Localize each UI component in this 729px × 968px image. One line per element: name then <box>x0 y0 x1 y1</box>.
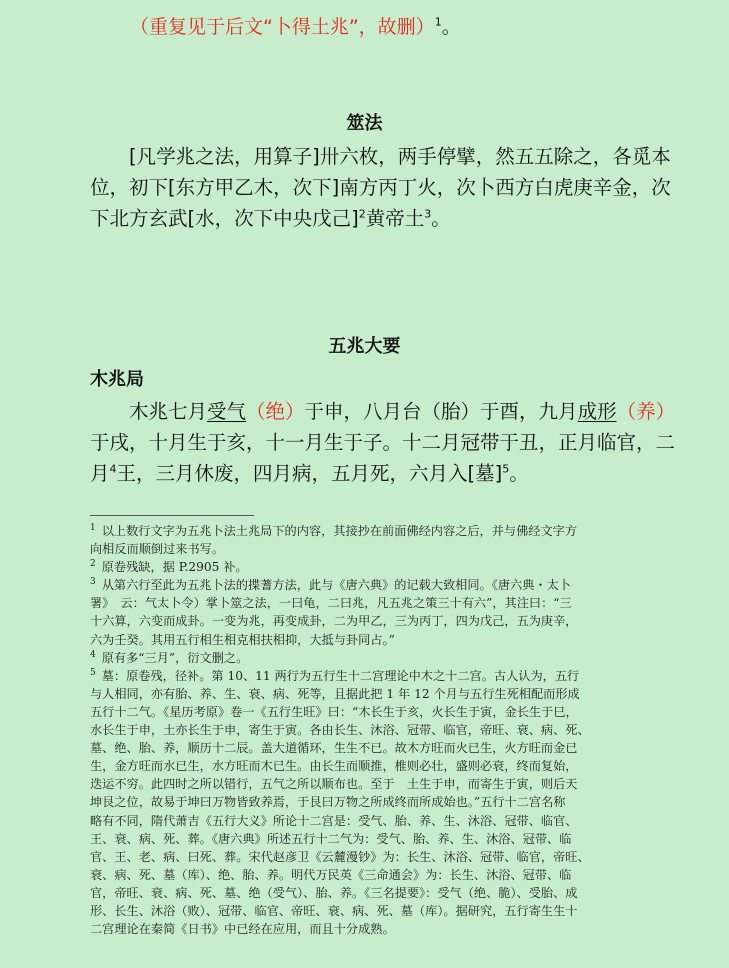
body-line: 于戌，十月生于亥，十一月生于子。十二月冠带于丑，正月临官，二 <box>90 431 676 454</box>
footnote-line: 二宫理论在秦简《日书》中已经在应用，而且十分成熟。 <box>90 922 395 937</box>
red-annotation: （养） <box>616 400 676 423</box>
footnote-line: 官、王、老、病、曰死、葬。宋代赵彦卫《云麓漫钞》为：长生、沐浴、冠带、临官，帝旺、 <box>90 849 590 864</box>
footnote-line: 生，金方旺而水已生，水方旺而木已生。由长生而顺推，椎则必壮，盛则必衰，终而复始， <box>90 759 578 774</box>
footnote-line: 迭运不穷。此四时之所以错行，五气之所以顺布也。至于 土生于申，而寄生于寅，则后天 <box>90 777 578 792</box>
footnote-4 <box>90 649 650 667</box>
section-heading-shifa: 筮法 <box>346 113 383 134</box>
underlined-term: 成形 <box>577 400 617 423</box>
top-note <box>130 12 461 42</box>
body-line: [凡学兆之法，用算子]卅六枚，两手停擘，然五五除之，各觅本 <box>129 145 671 168</box>
body-text: 月 <box>90 462 110 485</box>
footnote-text: 原有多“三月”，衍文删之。 <box>101 650 249 665</box>
footnote-ref-4[interactable]: 4 <box>109 462 117 476</box>
footnote-text: 墓：原卷残，径补。第 10、11 两行为五行生十二宫理论中木之十二宫。古人认为，五行 <box>101 668 580 683</box>
footnote-number: 3 <box>90 577 96 588</box>
footnote-ref-1[interactable]: 1 <box>434 15 442 29</box>
footnote-line: 水长生于申，土亦长生于申，寄生于寅。各由长生、沐浴、冠带、临官，帝旺、衰、病、死、 <box>90 723 590 738</box>
red-annotation: （绝） <box>246 400 305 423</box>
footnote-line <box>90 558 650 576</box>
footnote-line: 署》 云：气太卜令）掌卜筮之法，一曰龟，二曰兆，凡五兆之策三十有六”，其注曰：“三 <box>90 596 572 611</box>
body-text: 。 <box>509 462 529 485</box>
body-line <box>90 396 676 427</box>
body-text: 木兆七月 <box>129 400 208 423</box>
footnote-number: 1 <box>90 522 96 533</box>
body-line <box>90 203 650 234</box>
footnote-line: 略有不同，隋代萧吉《五行大义》所论十二宫是：受气、胎、养、生、沐浴、冠带、临官、 <box>90 813 578 828</box>
footnote-line <box>90 667 650 685</box>
section-body-muzhao <box>90 396 676 489</box>
footnote-line <box>90 649 650 667</box>
body-text: 。 <box>431 207 451 230</box>
footnote-text: 以上数行文字为五兆卜法土兆局下的内容，其接抄在前面佛经内容之后，并与佛经文字方 <box>101 524 578 538</box>
footnotes <box>90 522 650 938</box>
footnote-number: 5 <box>90 667 96 678</box>
footnote-line: 王、衰、病、死、葬。《唐六典》所述五行十二气为：受气、胎、养、生、沐浴、冠带、临 <box>90 831 572 846</box>
footnote-number: 4 <box>90 649 96 660</box>
footnote-line: 六为壬癸。其用五行相生相克相扶相抑，大抵与卦同占。” <box>90 632 395 647</box>
footnote-5 <box>90 667 650 938</box>
section-heading-wuzhao: 五兆大要 <box>328 336 401 357</box>
footnote-3 <box>90 576 650 648</box>
footnote-divider <box>90 515 254 516</box>
footnote-ref-5[interactable]: 5 <box>502 462 510 476</box>
footnote-line <box>90 576 650 594</box>
footnote-ref-2[interactable]: 2 <box>358 207 366 221</box>
footnote-line <box>90 522 650 540</box>
footnote-line: 十六算，六变而成卦。一变为兆，再变成卦，二为甲乙，三为丙丁，四为戊己，五为庚辛， <box>90 614 578 629</box>
footnote-line: 官，帝旺、衰、病、死、墓、绝（受气）、胎、养。《三名提要》：受气（绝、脆）、受胎、成 <box>90 885 578 900</box>
subsection-heading-muzhaoju: 木兆局 <box>90 369 144 390</box>
footnote-ref-3[interactable]: 3 <box>424 207 432 221</box>
footnote-line: 向相反而顺倒过来书写。 <box>90 542 225 557</box>
body-text: 王，三月休废，四月病，五月死，六月入[墓] <box>116 462 503 485</box>
section-body-shifa <box>90 141 671 234</box>
footnote-line: 墓、绝、胎、养，顺历十二辰。盖大道循环，生生不已。故木方旺而火已生，火方旺而金已 <box>90 741 578 756</box>
top-note-end: 。 <box>441 16 461 38</box>
body-text: 于申，八月台（胎）于酉，九月 <box>304 400 578 423</box>
footnote-line: 与人相同，亦有胎、养、生、衰、病、死等，且据此把 1 年 12 个月与五行生死相配而形成 <box>90 686 580 701</box>
footnote-1 <box>90 522 650 558</box>
body-line <box>90 458 650 489</box>
footnote-line: 坤艮之位，故易于坤曰万物皆致养焉，于艮曰万物之所成终而所成始也。”五行十二宫名称 <box>90 795 566 810</box>
footnote-text: 原卷残缺，据 P.2905 补。 <box>101 560 248 575</box>
footnote-number: 2 <box>90 559 96 570</box>
footnote-text: 从第六行至此为五兆卜法的揲蓍方法，此与《唐六典》的记载大致相同。《唐六典・太卜 <box>101 578 571 593</box>
underlined-term: 受气 <box>207 400 247 423</box>
body-text: 下北方玄武[水，次下中央戊己] <box>90 207 359 230</box>
body-line: 位，初下[东方甲乙木，次下]南方丙丁火，次卜西方白虎庚辛金，次 <box>90 176 671 199</box>
footnote-2 <box>90 558 650 576</box>
top-note-text: （重复见于后文“卜得土兆”，故删） <box>130 16 435 38</box>
footnote-line: 形、长生、沐浴（败）、冠带、临官、帝旺、衰、病、死、墓（库）。据研究，五行寄生生十 <box>90 903 578 918</box>
footnote-line: 衰、病、死、墓（库）、绝、胎、养。明代万民英《三命通会》为：长生、沐浴、冠带、临 <box>90 867 572 882</box>
footnote-line: 五行十二气。《星历考原》卷一《五行生旺》曰：“木长生于亥，火长生于寅，金长生于巳， <box>90 704 578 719</box>
body-text: 黄帝土 <box>365 207 425 230</box>
